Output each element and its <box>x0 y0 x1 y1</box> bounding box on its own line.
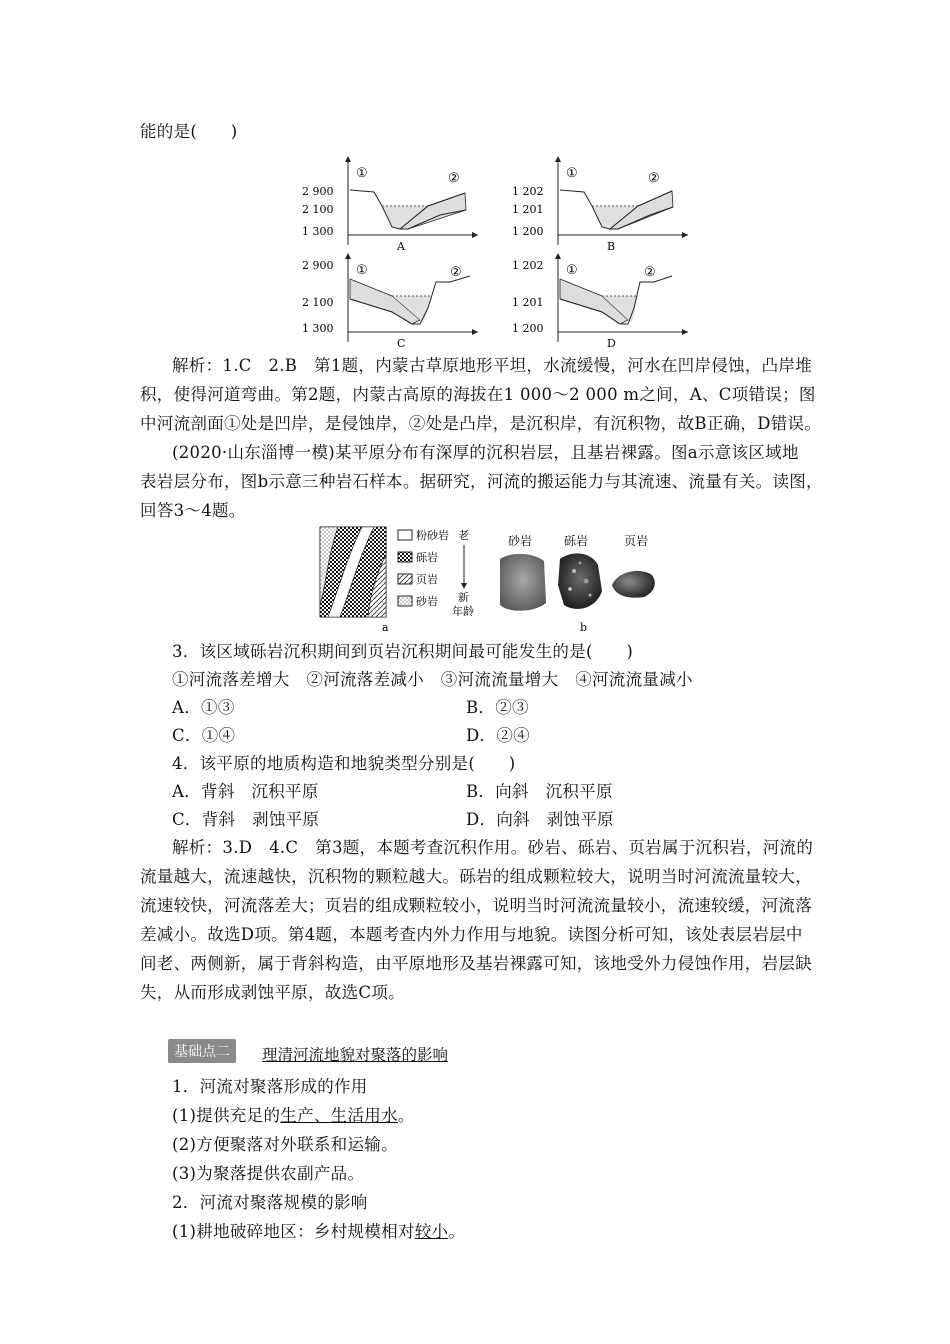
notes-item-1-suffix: 。 <box>397 1106 415 1125</box>
q4-option-b: B．向斜 沉积平原 <box>466 782 613 801</box>
rock-label-sandstone: 砂岩 <box>508 534 533 548</box>
profile-d-tick-1: 1 202 <box>512 259 544 272</box>
notes-item-4-key: 较小 <box>414 1222 449 1241</box>
figure-b <box>494 525 694 639</box>
profile-a-tick-2: 2 100 <box>302 203 334 216</box>
profile-a <box>300 155 480 259</box>
profile-b <box>510 155 690 259</box>
sandstone-sample <box>500 554 546 611</box>
profile-c-tick-2: 2 100 <box>302 296 334 309</box>
profile-b-tick-3: 1 200 <box>512 225 544 238</box>
legend-label-1: 粉砂岩 <box>416 529 449 542</box>
profile-b-mark-1: ① <box>566 166 578 181</box>
q3-option-a: A．①③ <box>172 698 235 717</box>
profile-a-mark-2: ② <box>448 171 460 186</box>
q4-option-d: D．向斜 剥蚀平原 <box>466 810 614 829</box>
legend-label-2: 砾岩 <box>416 551 438 564</box>
notes-heading-1: 1．河流对聚落形成的作用 <box>172 1077 368 1096</box>
section-badge: 基础点二 <box>168 1039 236 1063</box>
profile-a-tick-1: 2 900 <box>302 185 334 198</box>
notes-item-1-key: 生产、生活用水 <box>280 1106 398 1125</box>
notes-item-4-suffix: 。 <box>448 1222 466 1241</box>
analysis2-line-5: 间老、两侧新，属于背斜构造，由平原地形及基岩裸露可知，该地受外力侵蚀作用，岩层缺 <box>140 954 812 973</box>
profile-c-tick-3: 1 300 <box>302 322 334 335</box>
profile-c <box>300 252 480 356</box>
context-line-3: 回答3～4题。 <box>140 501 246 520</box>
profile-c-mark-2: ② <box>450 265 462 280</box>
q4-stem: 4．该平原的地质构造和地貌类型分别是( ) <box>172 754 516 773</box>
age-old-label: 老 <box>458 529 469 542</box>
section-title: 理清河流地貌对聚落的影响 <box>262 1046 449 1064</box>
shale-sample <box>612 571 655 598</box>
analysis1-line-3: 中河流剖面①处是凹岸，是侵蚀岸，②处是凸岸，是沉积岸，有沉积物，故B正确，D错误。 <box>140 414 822 433</box>
figure-a-caption: a <box>382 621 389 634</box>
rock-label-shale: 页岩 <box>624 534 649 548</box>
profile-b-mark-2: ② <box>648 171 660 186</box>
profile-c-mark-1: ① <box>356 263 368 278</box>
profile-d-tick-2: 1 201 <box>512 296 544 309</box>
analysis2-line-3: 流速较快，河流落差大；页岩的组成颗粒较小，说明当时河流流量较小，流速较缓，河流落 <box>140 896 812 915</box>
analysis1-line-2: 积，使得河道弯曲。第2题，内蒙古高原的海拔在1 000～2 000 m之间，A、C项错误；图 <box>140 385 816 404</box>
context-line-2: 表岩层分布，图b示意三种岩石样本。据研究，河流的搬运能力与其流速、流量有关。读图， <box>140 472 823 491</box>
q4-option-c: C．背斜 剥蚀平原 <box>172 810 320 829</box>
q3-option-d: D．②④ <box>466 726 530 745</box>
analysis2-line-4: 差减小。故选D项。第4题，本题考查内外力作用与地貌。读图分析可知，该处表层岩层中 <box>140 925 803 944</box>
legend-label-4: 砂岩 <box>416 595 438 608</box>
profile-a-label: A <box>397 240 405 253</box>
q4-option-a: A．背斜 沉积平原 <box>172 782 319 801</box>
notes-item-3: (3)为聚落提供农副产品。 <box>172 1164 365 1183</box>
profile-b-tick-2: 1 201 <box>512 203 544 216</box>
age-new-label: 新 <box>458 591 469 604</box>
q3-stem: 3．该区域砾岩沉积期间到页岩沉积期间最可能发生的是( ) <box>172 642 634 661</box>
figure-a <box>318 525 488 639</box>
notes-item-1 <box>172 1102 852 1130</box>
intro-line: 能的是( ) <box>140 122 238 141</box>
notes-item-4-prefix: (1)耕地破碎地区：乡村规模相对 <box>172 1222 415 1241</box>
legend-label-3: 页岩 <box>416 573 438 586</box>
figure-b-caption: b <box>580 621 588 634</box>
rock-label-conglomerate: 砾岩 <box>564 534 589 548</box>
q3-option-b: B．②③ <box>466 698 529 717</box>
profile-c-label: C <box>397 337 406 350</box>
profile-a-tick-3: 1 300 <box>302 225 334 238</box>
age-label: 年龄 <box>452 605 474 618</box>
profile-b-label: B <box>607 240 616 253</box>
profile-d-label: D <box>607 337 616 350</box>
profile-d-mark-2: ② <box>644 265 656 280</box>
notes-item-2: (2)方便聚落对外联系和运输。 <box>172 1135 398 1154</box>
q3-option-c: C．①④ <box>172 726 236 745</box>
notes-item-1-prefix: (1)提供充足的 <box>172 1106 281 1125</box>
analysis1-line-1: 解析：1.C 2.B 第1题，内蒙古草原地形平坦，水流缓慢，河水在凹岸侵蚀，凸岸堆 <box>172 356 813 375</box>
profile-b-tick-1: 1 202 <box>512 185 544 198</box>
notes-item-4 <box>172 1218 852 1246</box>
q3-items: ①河流落差增大 ②河流落差减小 ③河流流量增大 ④河流流量减小 <box>172 670 693 689</box>
notes-heading-2: 2．河流对聚落规模的影响 <box>172 1193 368 1212</box>
profile-c-tick-1: 2 900 <box>302 259 334 272</box>
profile-d <box>510 252 690 356</box>
analysis2-line-6: 失，从而形成剥蚀平原，故选C项。 <box>140 983 405 1002</box>
profile-d-tick-3: 1 200 <box>512 322 544 335</box>
analysis2-line-1: 解析：3.D 4.C 第3题，本题考查沉积作用。砂岩、砾岩、页岩属于沉积岩，河流的 <box>172 838 814 857</box>
analysis2-line-2: 流量越大，流速越快，沉积物的颗粒越大。砾岩的组成颗粒较大，说明当时河流流量较大， <box>140 867 812 886</box>
profile-a-mark-1: ① <box>356 166 368 181</box>
context-line-1: (2020·山东淄博一模)某平原分布有深厚的沉积岩层，且基岩裸露。图a示意该区域地 <box>172 443 799 462</box>
profile-d-mark-1: ① <box>566 263 578 278</box>
